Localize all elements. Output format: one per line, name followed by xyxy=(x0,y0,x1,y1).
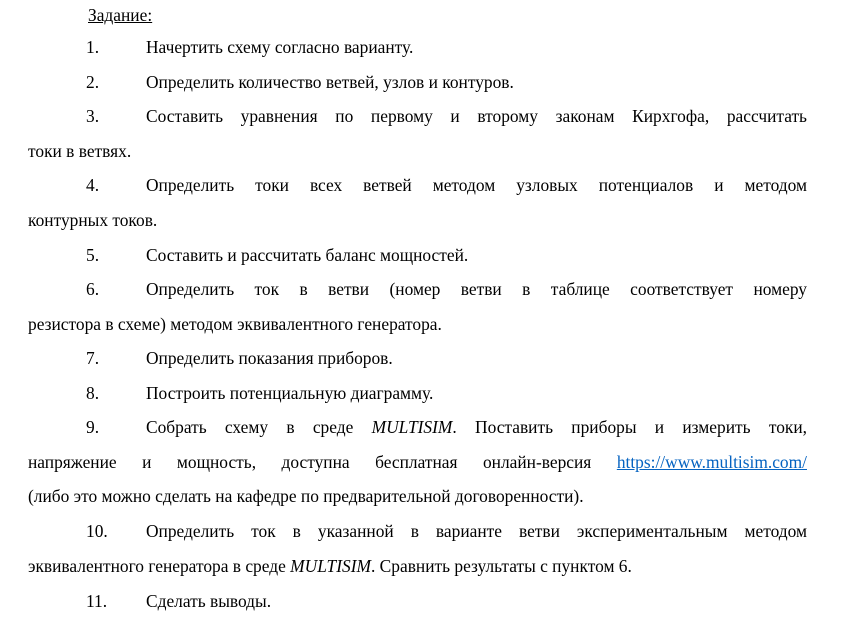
item-text-continued: резистора в схеме) методом эквивалентного генератора. xyxy=(28,313,442,334)
item-text: Составить уравнения по первому и второму законам Кирхгофа, рассчитать xyxy=(146,106,807,126)
item-number: 8. xyxy=(86,383,100,403)
item-number: 11. xyxy=(86,591,108,611)
software-name: MULTISIM xyxy=(371,417,453,437)
item-text: Сделать выводы. xyxy=(146,591,272,611)
item-text-continued xyxy=(28,549,807,584)
list-item-1 xyxy=(28,30,807,65)
item-text-continued xyxy=(28,445,807,480)
item-text: Построить потенциальную диаграмму. xyxy=(146,383,434,403)
item-number: 7. xyxy=(86,348,100,368)
item-text: Определить токи всех ветвей методом узловых потенциалов и методом xyxy=(146,175,807,195)
list-item-4 xyxy=(28,168,807,237)
item-text-part: эквивалентного генератора в среде xyxy=(28,555,286,576)
item-number: 1. xyxy=(86,37,100,57)
item-text-part: . Поставить приборы и измерить токи, xyxy=(452,417,807,437)
list-item-7 xyxy=(28,341,807,376)
item-text-part: Собрать схему в среде xyxy=(146,417,354,437)
item-text: Составить и рассчитать баланс мощностей. xyxy=(146,245,469,265)
item-number: 4. xyxy=(86,175,100,195)
software-name: MULTISIM xyxy=(290,555,371,576)
list-item-3 xyxy=(28,99,807,168)
list-item-10 xyxy=(28,514,807,583)
list-item-8 xyxy=(28,376,807,411)
item-text-continued: токи в ветвях. xyxy=(28,140,132,161)
item-number: 10. xyxy=(86,521,108,541)
item-number: 5. xyxy=(86,245,100,265)
item-number: 2. xyxy=(86,72,100,92)
item-number: 3. xyxy=(86,106,100,126)
list-item-9 xyxy=(28,410,807,514)
item-number: 9. xyxy=(86,417,100,437)
list-item-5 xyxy=(28,238,807,273)
list-item-2 xyxy=(28,65,807,100)
item-text: Начертить схему согласно варианту. xyxy=(146,37,414,57)
item-text: Определить количество ветвей, узлов и контуров. xyxy=(146,72,514,92)
multisim-link[interactable]: https://www.multisim.com/ xyxy=(616,451,807,472)
item-text: Определить показания приборов. xyxy=(146,348,393,368)
list-item-11 xyxy=(28,584,807,619)
item-text-part: напряжение и мощность, доступна бесплатная онлайн-версия xyxy=(28,451,592,472)
task-heading: Задание: xyxy=(88,5,153,25)
item-number: 6. xyxy=(86,279,100,299)
item-text: Определить ток в ветви (номер ветви в таблице соответствует номеру xyxy=(146,279,807,299)
item-text: Определить ток в указанной в варианте ветви экспериментальным методом xyxy=(146,521,807,541)
item-text xyxy=(28,410,807,445)
item-text-continued: (либо это можно сделать на кафедре по предварительной договоренности). xyxy=(28,486,584,507)
list-item-6 xyxy=(28,272,807,341)
item-text-continued: контурных токов. xyxy=(28,209,158,230)
item-text-part: . Сравнить результаты с пунктом 6. xyxy=(370,555,632,576)
